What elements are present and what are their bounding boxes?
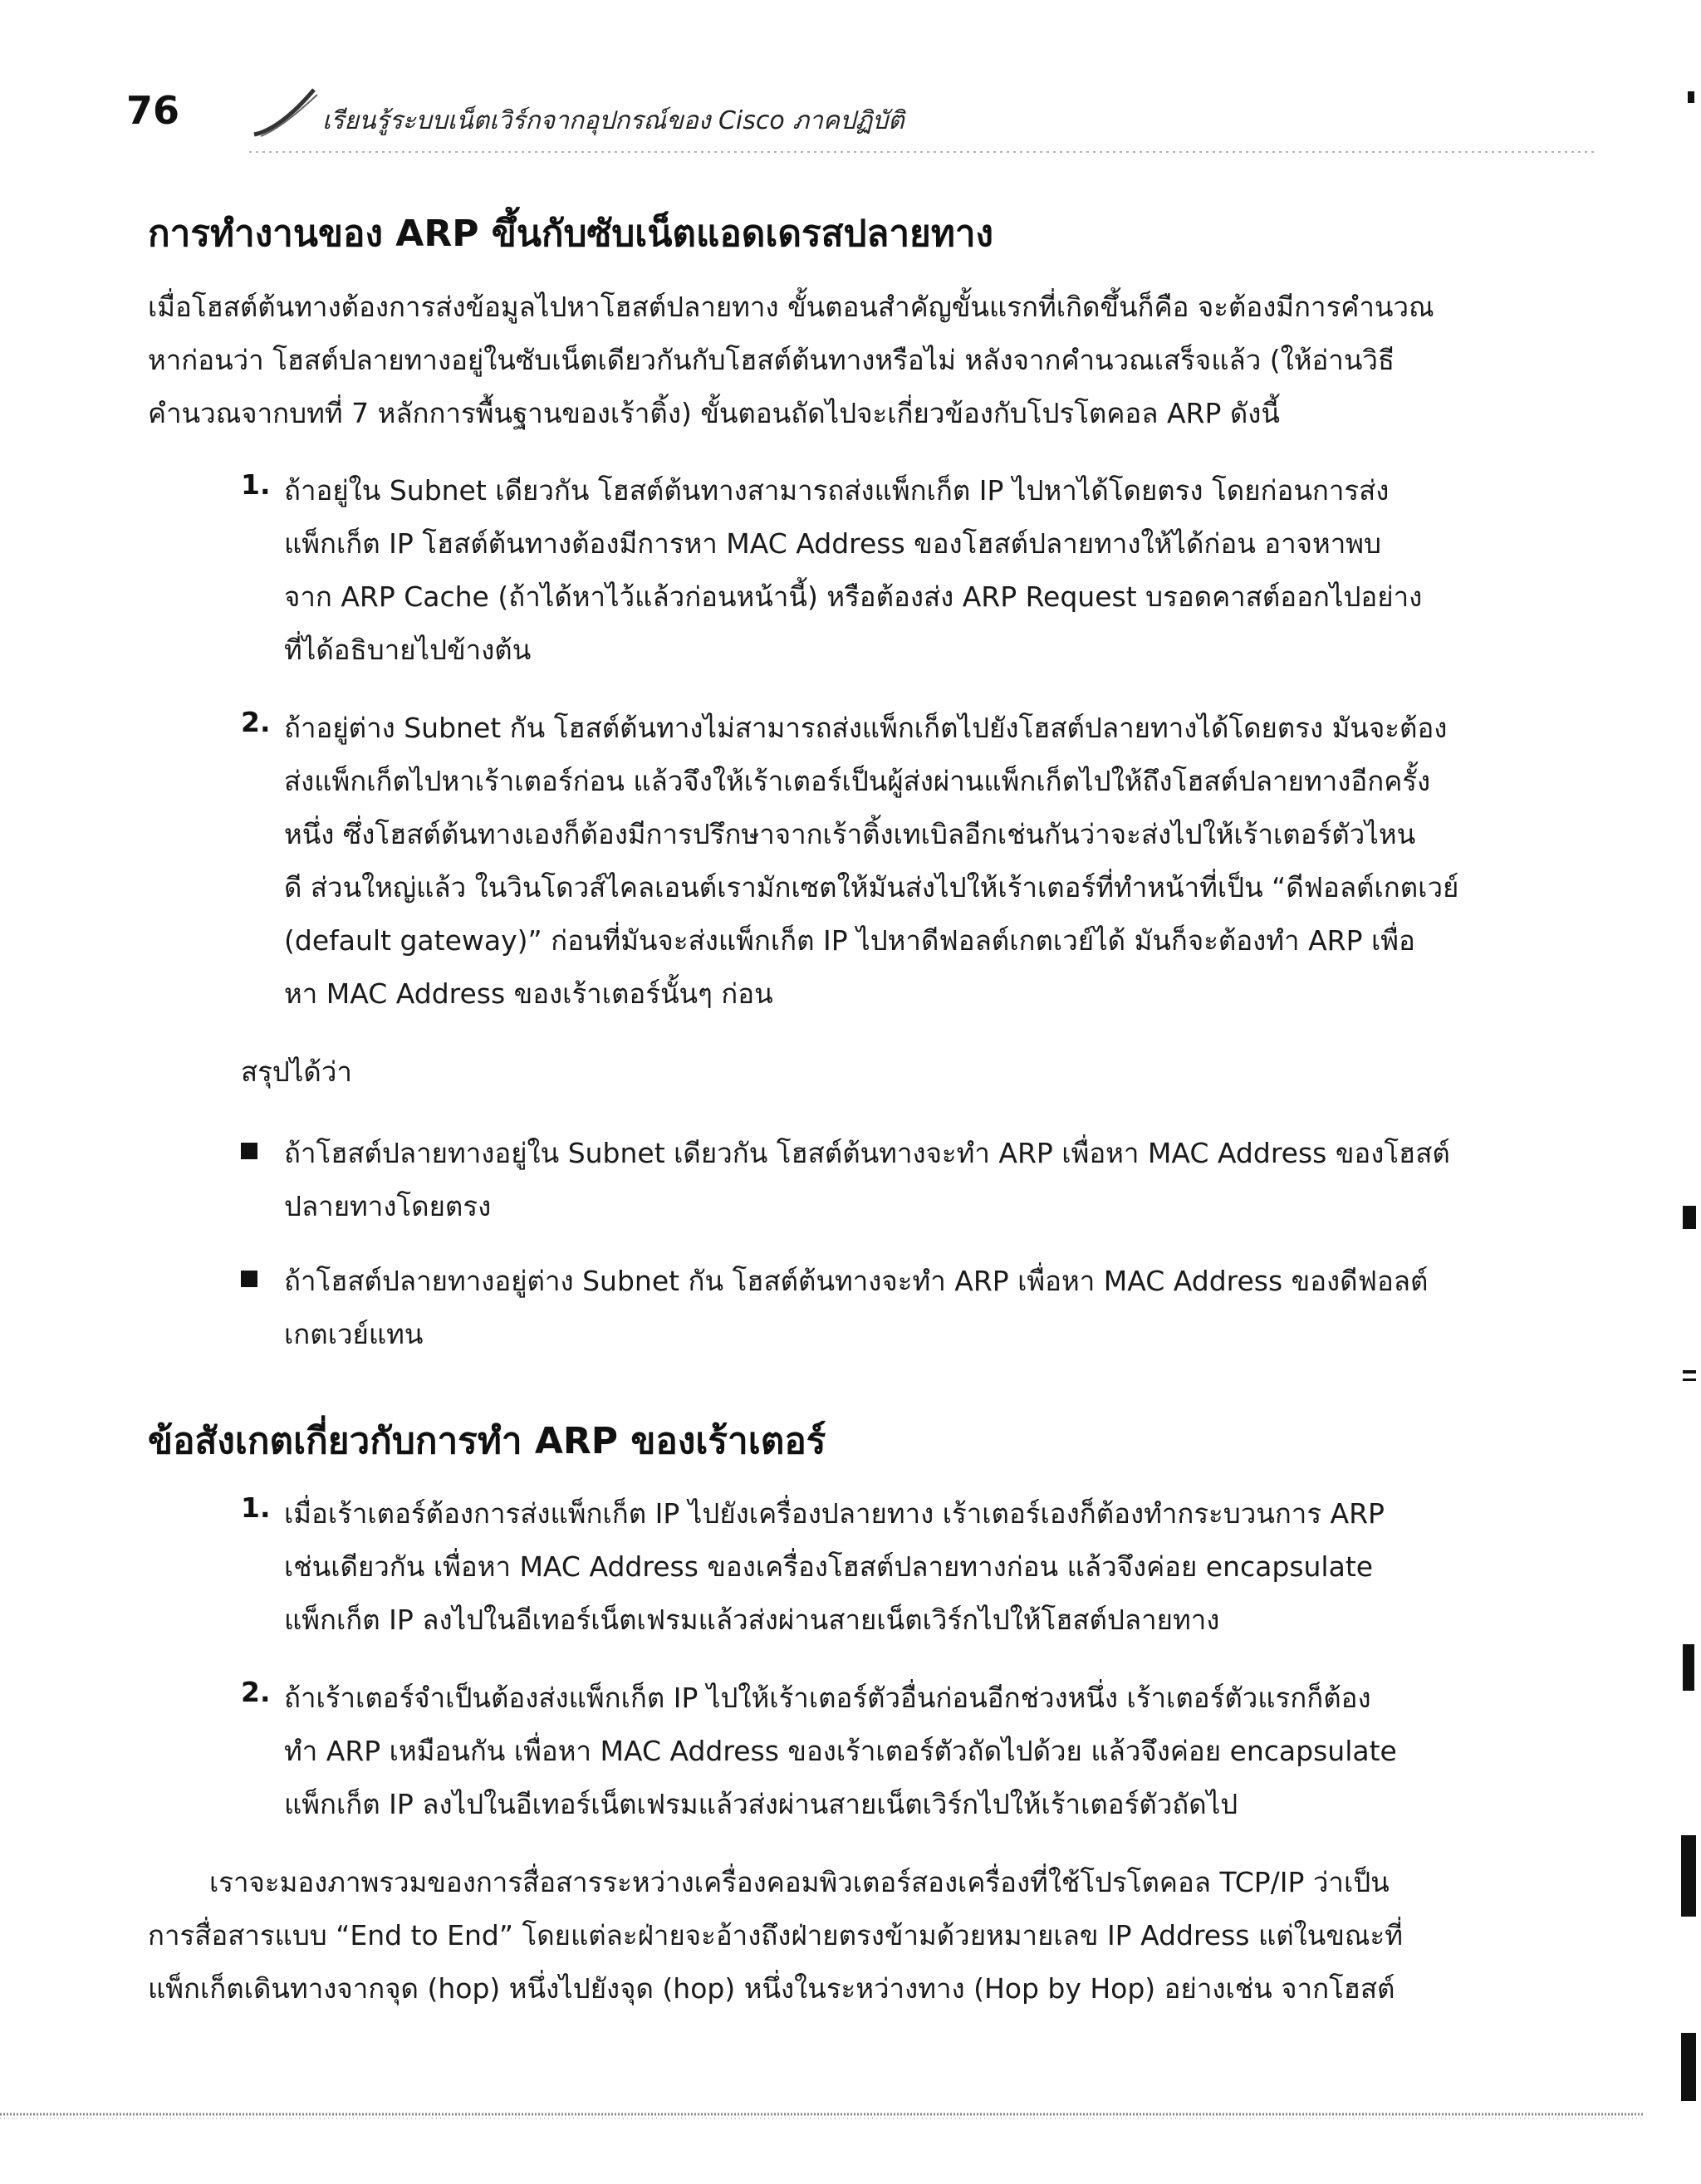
square-bullet-icon <box>241 1271 257 1287</box>
scan-margin-mark <box>1683 1370 1696 1374</box>
item-number: 2. <box>241 706 271 738</box>
footer-scan-rule <box>0 2111 1701 2121</box>
scan-margin-mark <box>1681 1835 1696 1917</box>
bullet-line: เกตเวย์แทน <box>284 1318 424 1350</box>
item-line: เมื่อเร้าเตอร์ต้องการส่งแพ็กเก็ต IP ไปยังเครื่องปลายทาง เร้าเตอร์เองก็ต้องทำกระบวนการ ARP <box>284 1497 1385 1530</box>
item-line: จาก ARP Cache (ถ้าได้หาไว้แล้วก่อนหน้านี้) หรือต้องส่ง ARP Request บรอดคาสต์ออกไปอย่าง <box>284 580 1423 613</box>
header-rule <box>0 148 1701 156</box>
item-line: ดี ส่วนใหญ่แล้ว ในวินโดวส์ไคลเอนต์เรามักเซตให้มันส่งไปให้เร้าเตอร์ที่ทำหน้าที่เป็น “ดีฟอลต์เกตเวย์ <box>284 871 1459 903</box>
scan-margin-mark <box>1688 91 1694 103</box>
section-heading-arp-subnet: การทำงานของ ARP ขึ้นกับซับเน็ตแอดเดรสปลายทาง <box>148 213 994 255</box>
bullet-line: ปลายทางโดยตรง <box>284 1190 492 1222</box>
item-line: ที่ได้อธิบายไปข้างต้น <box>284 634 532 666</box>
item-line: ถ้าเร้าเตอร์จำเป็นต้องส่งแพ็กเก็ต IP ไปให้เร้าเตอร์ตัวอื่นก่อนอีกช่วงหนึ่ง เร้าเตอร์ตัวแรกก็ต้อง <box>284 1682 1371 1714</box>
bullet-line: ถ้าโฮสต์ปลายทางอยู่ต่าง Subnet กัน โฮสต์ต้นทางจะทำ ARP เพื่อหา MAC Address ของดีฟอลต์ <box>284 1265 1429 1297</box>
item-line: แพ็กเก็ต IP โฮสต์ต้นทางต้องมีการหา MAC Address ของโฮสต์ปลายทางให้ได้ก่อน อาจหาพบ <box>284 527 1381 560</box>
item-line: แพ็กเก็ต IP ลงไปในอีเทอร์เน็ตเฟรมแล้วส่งผ่านสายเน็ตเวิร์กไปให้เร้าเตอร์ตัวถัดไป <box>284 1788 1238 1820</box>
closing-line: การสื่อสารแบบ “End to End” โดยแต่ละฝ่ายจะอ้างถึงฝ่ายตรงข้ามด้วยหมายเลข IP Address แต่ในขณะที่ <box>148 1919 1404 1951</box>
item-line: ถ้าอยู่ใน Subnet เดียวกัน โฮสต์ต้นทางสามารถส่งแพ็กเก็ต IP ไปหาได้โดยตรง โดยก่อนการส่ง <box>284 474 1390 507</box>
header-flourish-icon <box>246 83 321 141</box>
item-number: 1. <box>241 1491 271 1524</box>
item-line: ถ้าอยู่ต่าง Subnet กัน โฮสต์ต้นทางไม่สามารถส่งแพ็กเก็ตไปยังโฮสต์ปลายทางได้โดยตรง มันจะต้อง <box>284 712 1448 744</box>
item-number: 1. <box>241 468 271 501</box>
square-bullet-icon <box>241 1143 257 1159</box>
intro-line: เมื่อโฮสต์ต้นทางต้องการส่งข้อมูลไปหาโฮสต์ปลายทาง ขั้นตอนสำคัญขั้นแรกที่เกิดขึ้นก็คือ จะต้องมีการคำนวณ <box>148 291 1434 323</box>
section-heading-router-arp: ข้อสังเกตเกี่ยวกับการทำ ARP ของเร้าเตอร์ <box>148 1420 826 1462</box>
item-line: (default gateway)” ก่อนที่มันจะส่งแพ็กเก็ต IP ไปหาดีฟอลต์เกตเวย์ได้ มันก็จะต้องทำ ARP เพื่อ <box>284 924 1415 957</box>
intro-line: หาก่อนว่า โฮสต์ปลายทางอยู่ในซับเน็ตเดียวกันกับโฮสต์ต้นทางหรือไม่ หลังจากคำนวณเสร็จแล้ว (ให้อ่านวิธี <box>148 344 1395 376</box>
bullet-line: ถ้าโฮสต์ปลายทางอยู่ใน Subnet เดียวกัน โฮสต์ต้นทางจะทำ ARP เพื่อหา MAC Address ของโฮสต์ <box>284 1137 1450 1169</box>
item-number: 2. <box>241 1676 271 1708</box>
intro-line: คำนวณจากบทที่ 7 หลักการพื้นฐานของเร้าติ้ง) ขั้นตอนถัดไปจะเกี่ยวข้องกับโปรโตคอล ARP ดังนี้ <box>148 397 1280 429</box>
item-line: หา MAC Address ของเร้าเตอร์นั้นๆ ก่อน <box>284 977 773 1010</box>
summary-label: สรุปได้ว่า <box>241 1055 352 1088</box>
item-line: เช่นเดียวกัน เพื่อหา MAC Address ของเครื่องโฮสต์ปลายทางก่อน แล้วจึงค่อย encapsulate <box>284 1550 1374 1583</box>
closing-line: แพ็กเก็ตเดินทางจากจุด (hop) หนึ่งไปยังจุด (hop) หนึ่งในระหว่างทาง (Hop by Hop) อย่างเช่น จากโฮสต์ <box>148 1972 1395 2005</box>
scan-margin-mark <box>1683 1206 1696 1229</box>
closing-line: เราจะมองภาพรวมของการสื่อสารระหว่างเครื่องคอมพิวเตอร์สองเครื่องที่ใช้โปรโตคอล TCP/IP ว่าเป็น <box>209 1866 1390 1898</box>
scan-margin-mark <box>1683 1378 1696 1381</box>
scan-margin-mark <box>1683 1644 1694 1691</box>
item-line: แพ็กเก็ต IP ลงไปในอีเทอร์เน็ตเฟรมแล้วส่งผ่านสายเน็ตเวิร์กไปให้โฮสต์ปลายทาง <box>284 1604 1220 1636</box>
item-line: ทำ ARP เหมือนกัน เพื่อหา MAC Address ของเร้าเตอร์ตัวถัดไปด้วย แล้วจึงค่อย encapsulate <box>284 1735 1397 1767</box>
item-line: ส่งแพ็กเก็ตไปหาเร้าเตอร์ก่อน แล้วจึงให้เร้าเตอร์เป็นผู้ส่งผ่านแพ็กเก็ตไปให้ถึงโฮสต์ปลายทางอีกครั้ง <box>284 765 1431 797</box>
page-number: 76 <box>126 88 180 133</box>
scan-margin-mark <box>1681 2033 1696 2101</box>
running-title: เรียนรู้ระบบเน็ตเวิร์กจากอุปกรณ์ของ Cisco ภาคปฏิบัติ <box>322 106 904 135</box>
item-line: หนึ่ง ซึ่งโฮสต์ต้นทางเองก็ต้องมีการปรึกษาจากเร้าติ้งเทเบิลอีกเช่นกันว่าจะส่งไปให้เร้าเตอร์ตัวไหน <box>284 818 1416 850</box>
